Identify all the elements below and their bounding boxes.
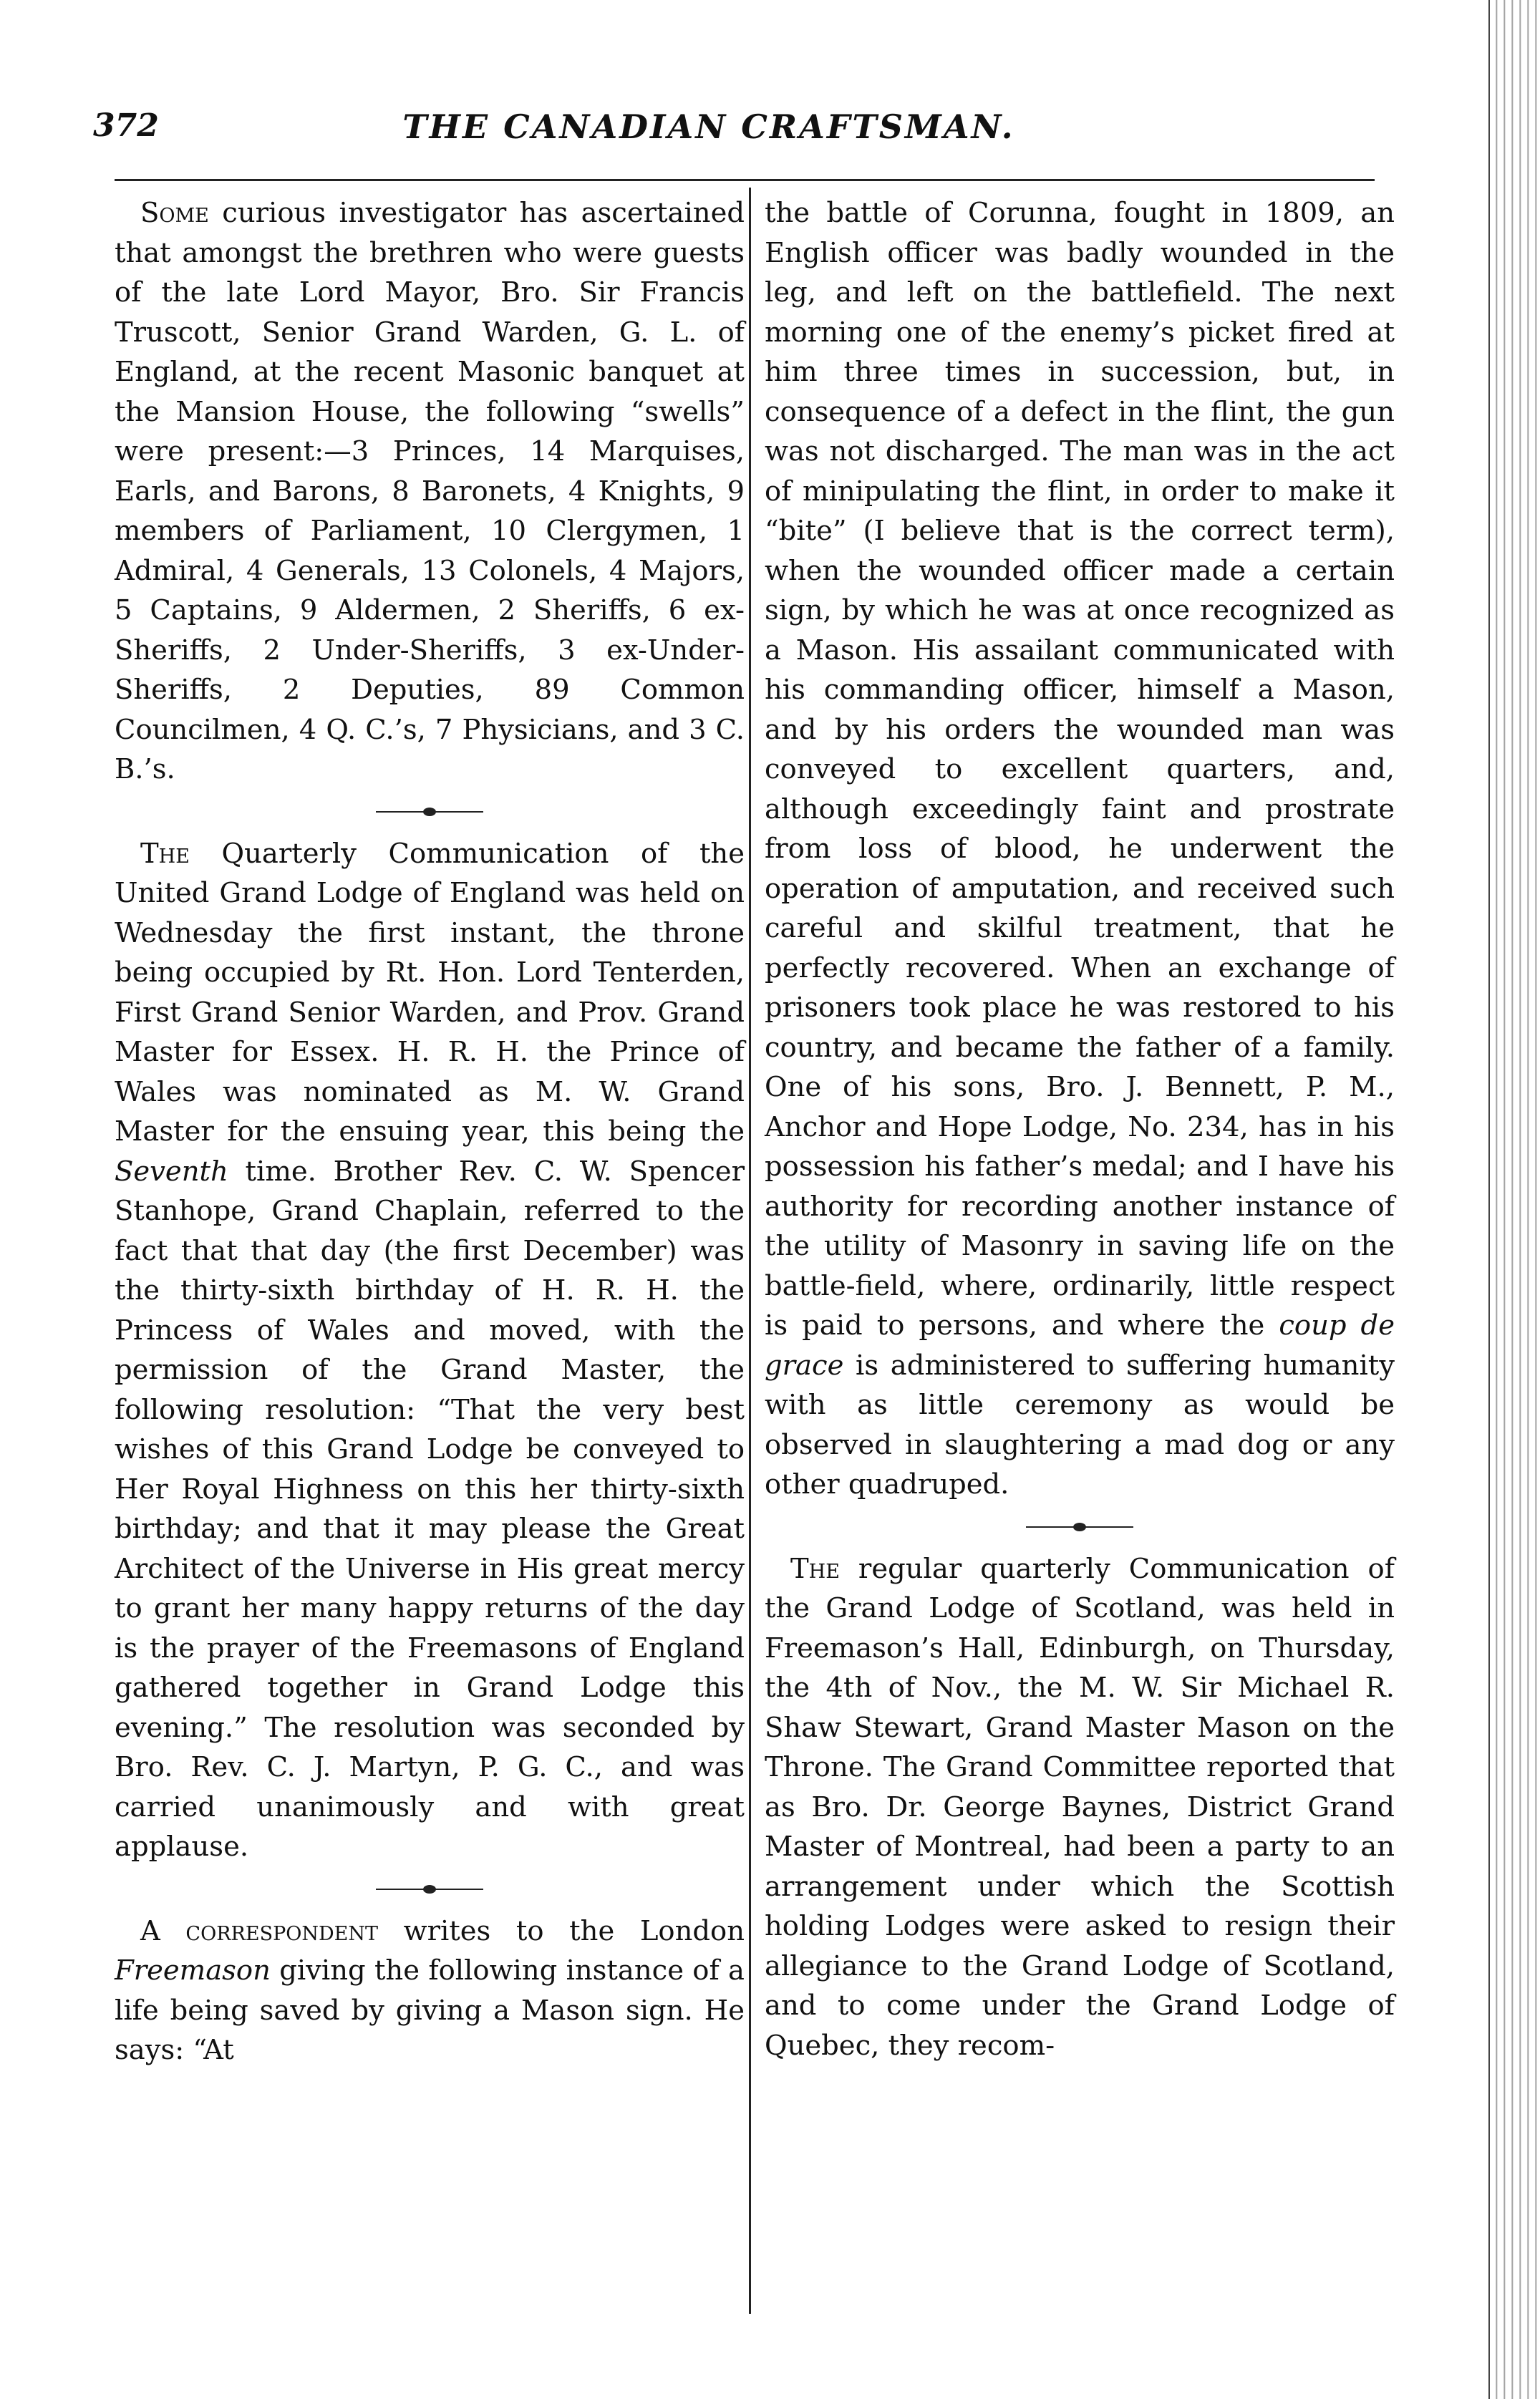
- section-separator: [115, 790, 745, 834]
- paragraph-lead: A correspondent: [140, 1914, 378, 1947]
- page-number: 372: [93, 107, 159, 144]
- column-divider: [749, 188, 751, 2314]
- paragraph-grand-lodge-scotland: [765, 1549, 1395, 2066]
- paragraph-text: the battle of Corunna, fought in 1809, an English officer was badly wounded in the leg, and left on the battlefield. The next morning one of the enemy’s picket fired at him three times in succession, but, in consequence of a defect in the flint, the gun was not discharged. The man was in the act of minipulating the flint, in order to make it “bite” (I believe that is the correct term), when the wounded officer made a certain sign, by which he was at once recognized as a Mason. His assailant communicated with his commanding officer, himself a Mason, and by his orders the wounded man was conveyed to excellent quarters, and, although exceedingly faint and prostrate from loss of blood, he underwent the operation of amputation, and received such careful and skilful treatment, that he perfectly recovered. When an exchange of prisoners took place he was restored to his country, and became the father of a family. One of his sons, Bro. J. Bennett, P. M., Anchor and Hope Lodge, No. 234, has in his possession his father’s medal; and I have his authority for recording another instance of the utility of Masonry in saving life on the battle-field, where, ordinarily, little respect is paid to persons, and where the: [765, 197, 1395, 1342]
- page-header: [93, 107, 1325, 165]
- italic-text: Seventh: [115, 1155, 228, 1188]
- paragraph-text: Quarterly Communication of the United Grand Lodge of England was held on Wednesday the first instant, the throne being occupied by Rt. Hon. Lord Tenterden, First Grand Senior Warden, and Prov. Grand Master for Essex. H. R. H. the Prince of Wales was nominated as M. W. Grand Master for the ensuing year, this being the: [115, 837, 745, 1148]
- paragraph-correspondent: [115, 1911, 745, 2070]
- paragraph-lead: Some: [140, 197, 209, 229]
- paragraph-lead: The: [140, 837, 190, 870]
- paragraph-text: giving the following instance of a life being saved by giving a Mason sign. He says: “At: [115, 1954, 745, 2066]
- running-title: THE CANADIAN CRAFTSMAN.: [402, 107, 1015, 146]
- section-separator: [115, 1867, 745, 1911]
- paragraph-quarterly-communication: [115, 834, 745, 1867]
- paragraph-corunna-continued: [765, 193, 1395, 1505]
- paragraph-text: time. Brother Rev. C. W. Spencer Stanhope, Grand Chaplain, referred to the fact that that day (the first December) was the thirty-sixth birthday of H. R. H. the Princess of Wales and moved, with the permission of the Grand Master, the following resolution: “That the very best wishes of this Grand Lodge be conveyed to Her Royal Highness on this her thirty-sixth birthday; and that it may please the Great Architect of the Universe in His great mercy to grant her many happy returns of the day is the prayer of the Freemasons of England gathered together in Grand Lodge this evening.” The resolution was seconded by Bro. Rev. C. J. Martyn, P. G. C., and was carried unanimously and with great applause.: [115, 1155, 745, 1863]
- page-binding-edge: [1490, 0, 1540, 2399]
- paragraph-text: regular quarterly Communication of the Grand Lodge of Scotland, was held in Freemason’s Hall, Edinburgh, on Thursday, the 4th of Nov., the M. W. Sir Michael R. Shaw Stewart, Grand Master Mason on the Throne. The Grand Committee reported that as Bro. Dr. George Baynes, District Grand Master of Montreal, had been a party to an arrangement under which the Scottish holding Lodges were asked to resign their allegiance to the Grand Lodge of Scotland, and to come under the Grand Lodge of Quebec, they recom-: [765, 1552, 1395, 2062]
- header-rule: [115, 179, 1375, 181]
- italic-text: Freemason: [115, 1954, 271, 1987]
- left-column: [115, 193, 745, 2070]
- right-column: [765, 193, 1395, 2065]
- paragraph-guests: [115, 193, 745, 790]
- paragraph-text: curious investigator has ascertained that amongst the brethren who were guests of the late Lord Mayor, Bro. Sir Francis Truscott, Senior Grand Warden, G. L. of England, at the recent Masonic banquet at the Mansion House, the following “swells” were present:—3 Princes, 14 Marquises, Earls, and Barons, 8 Baronets, 4 Knights, 9 members of Parliament, 10 Clergymen, 1 Admiral, 4 Generals, 13 Colonels, 4 Majors, 5 Captains, 9 Aldermen, 2 Sheriffs, 6 ex-Sheriffs, 2 Under-Sheriffs, 3 ex-Under-Sheriffs, 2 Deputies, 89 Common Councilmen, 4 Q. C.’s, 7 Physicians, and 3 C. B.’s.: [115, 197, 745, 785]
- section-separator: [765, 1505, 1395, 1549]
- paragraph-text: is administered to suffering humanity with as little ceremony as would be observed in slaughtering a mad dog or any other quadruped.: [765, 1349, 1395, 1501]
- paragraph-text: writes to the London: [378, 1914, 745, 1947]
- paragraph-lead: The: [790, 1552, 840, 1585]
- italic-text: coup de grace: [765, 1309, 1395, 1382]
